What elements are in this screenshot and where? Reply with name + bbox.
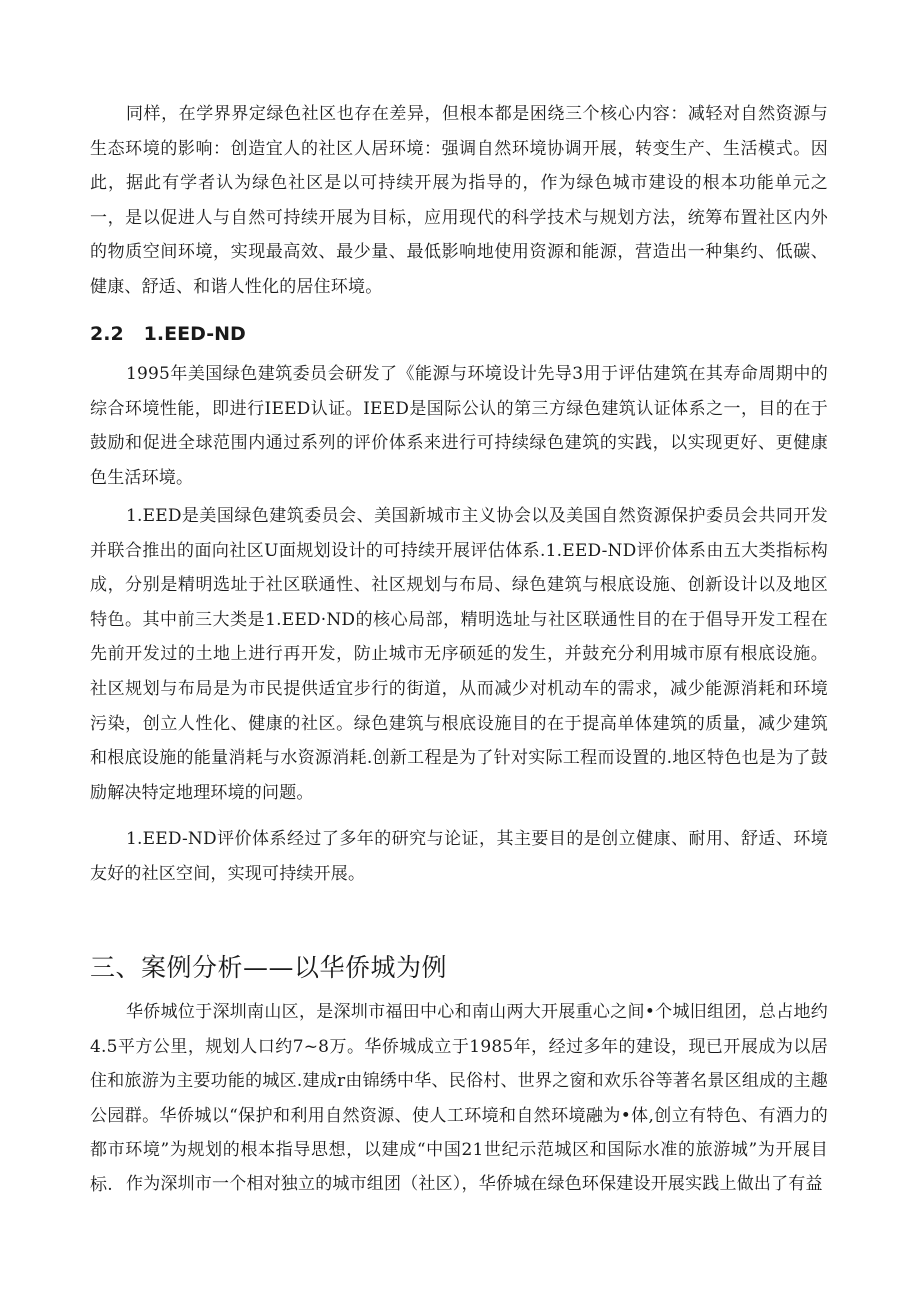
body-paragraph: 1.EED-ND评价体系经过了多年的研究与论证，其主要目的是创立健康、耐用、舒适、环境友好的社区空间，实现可持续开展。 bbox=[90, 829, 828, 884]
body-paragraph: 1995年美国绿色建筑委员会研发了《能源与环境设计先导3用于评估建筑在其寿命周期中的综合环境性能，即进行IEED认证。IEED是国际公认的第三方绿色建筑认证体系之一，目的在于鼓励和促进全球范围内通过系列的评价体系来进行可持续绿色建筑的实践，以实现更好、更健康色生活环境。 bbox=[90, 364, 828, 488]
body-paragraph: 作为深圳市一个相对独立的城市组团（社区），华侨城在绿色环保建设开展实践上做出了有益 bbox=[126, 1174, 823, 1194]
section-heading-2-2 bbox=[90, 314, 246, 354]
body-paragraph: 1.EED是美国绿色建筑委员会、美国新城市主义协会以及美国自然资源保护委员会共同开发并联合推出的面向社区U面规划设计的可持续开展评估体系.1.EED-ND评价体系由五大类指标构成，分别是精明选址于社区联通性、社区规划与布局、绿色建筑与根底设施、创新设计以及地区特色。其中前三大类是1.EED·ND的核心局部，精明选址与社区联通性目的在于倡导开发工程在先前开发过的土地上进行再开发，防止城市无序硕延的发生，并鼓充分利用城市原有根底设施。社区规划与布局是为市民提供适宜步行的街道，从而减少对机动车的需求，减少能源消耗和环境污染，创立人性化、健康的社区。绿色建筑与根底设施目的在于提高单体建筑的质量，减少建筑和根底设施的能量消耗与水资源消耗.创新工程是为了针对实际工程而设置的.地区特色也是为了鼓励解决特定地理环境的问题。 bbox=[90, 506, 828, 803]
body-paragraph: 华侨城位于深圳南山区，是深圳市福田中心和南山两大开展重心之间•个城旧组团，总占地约4.5平方公里，规划人口约7~8万。华侨城成立于1985年，经过多年的建设，现已开展成为以居住和旅游为主要功能的城区.建成r由锦绣中华、民俗村、世界之窗和欢乐谷等著名景区组成的主趣公园群。华侨城以“保护和利用自然资源、使人工环境和自然环境融为•体,创立有特色、有酒力的都市环境”为规划的根本指导思想，以建成“中国21世纪示范城区和国际水准的旅游城”为开展目标. bbox=[90, 1002, 828, 1195]
chapter-heading: 三、案例分析——以华侨城为例 bbox=[90, 953, 448, 982]
section-number: 2.2 bbox=[90, 323, 124, 345]
section-title: 1.EED-ND bbox=[143, 323, 246, 345]
body-paragraph: 同样，在学界界定绿色社区也存在差异，但根本都是困绕三个核心内容：减轻对自然资源与生态环境的影响：创造宜人的社区人居环境：强调自然环境协调开展，转变生产、生活模式。因此，据此有学者认为绿色社区是以可持续开展为指导的，作为绿色城市建设的根本功能单元之一，是以促进人与自然可持续开展为目标，应用现代的科学技术与规划方法，统筹布置社区内外的物质空间环境，实现最高效、最少量、最低影响地使用资源和能源，营造出一种集约、低碳、健康、舒适、和谐人性化的居住环境。 bbox=[90, 104, 828, 297]
